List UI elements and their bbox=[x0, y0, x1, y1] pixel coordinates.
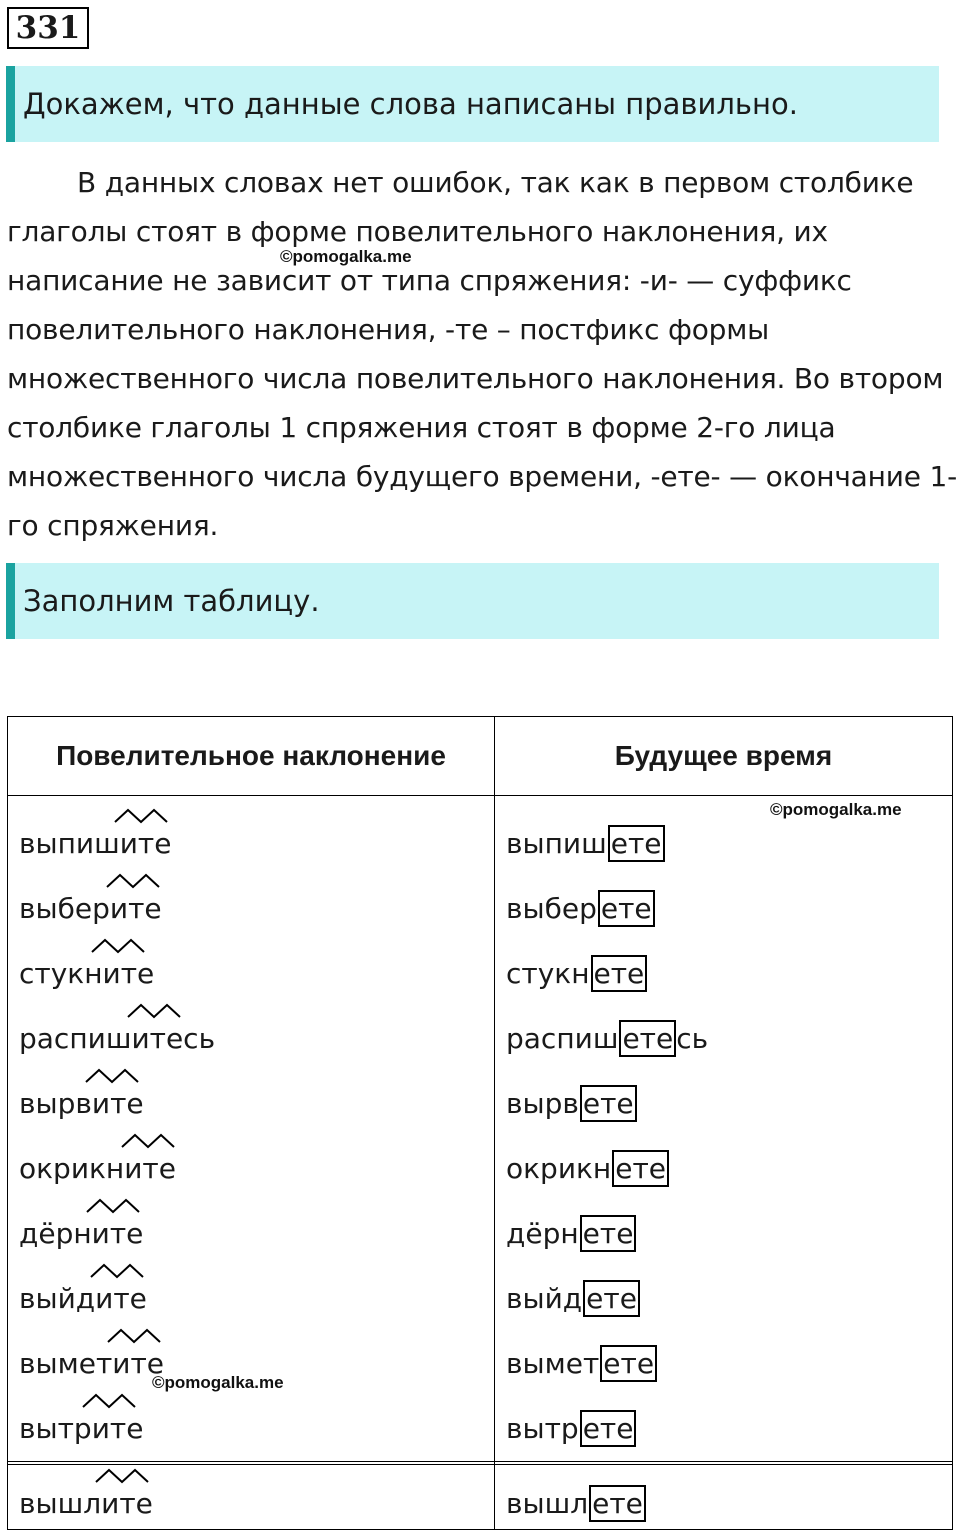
future-word bbox=[495, 869, 952, 934]
imperative-word-text: дёрните bbox=[19, 1217, 144, 1250]
imperative-word-text: выйдите bbox=[19, 1282, 147, 1315]
future-column bbox=[495, 796, 953, 1465]
ending-box: ете bbox=[598, 890, 655, 927]
suffix-arc-icon bbox=[85, 1196, 145, 1214]
suffix-arc-icon bbox=[90, 936, 150, 954]
imperative-word-text: стукните bbox=[19, 957, 155, 990]
imperative-word bbox=[8, 934, 494, 999]
future-word bbox=[495, 999, 952, 1064]
suffix-arc-icon bbox=[106, 1326, 166, 1344]
imperative-word bbox=[8, 1194, 494, 1259]
imperative-word-text: выберите bbox=[19, 892, 162, 925]
imperative-word bbox=[8, 1389, 494, 1454]
imperative-word-text: вышлите bbox=[19, 1487, 153, 1520]
future-word bbox=[495, 1129, 952, 1194]
imperative-word bbox=[8, 1259, 494, 1324]
watermark-3: ©pomogalka.me bbox=[152, 1373, 284, 1392]
future-stem: выпиш bbox=[506, 827, 607, 860]
future-stem: вымет bbox=[506, 1347, 600, 1380]
future-tail: сь bbox=[676, 1022, 709, 1055]
future-stem: вытр bbox=[506, 1412, 579, 1445]
future-stem: дёрн bbox=[506, 1217, 579, 1250]
header-imperative: Повелительное наклонение bbox=[8, 717, 495, 796]
watermark-2: ©pomogalka.me bbox=[770, 800, 902, 819]
future-stem: выбер bbox=[506, 892, 597, 925]
future-word bbox=[495, 804, 952, 869]
future-word bbox=[495, 1194, 952, 1259]
ending-box: ете bbox=[608, 825, 665, 862]
imperative-word-text: выпишите bbox=[19, 827, 172, 860]
suffix-arc-icon bbox=[94, 1466, 154, 1484]
future-stem: выйд bbox=[506, 1282, 583, 1315]
future-stem: распиш bbox=[506, 1022, 619, 1055]
imperative-last bbox=[8, 1462, 495, 1530]
imperative-word-text: вырвите bbox=[19, 1087, 144, 1120]
imperative-word bbox=[8, 1064, 494, 1129]
ending-box: ете bbox=[600, 1345, 657, 1382]
verbs-table bbox=[7, 716, 953, 1465]
future-last bbox=[495, 1462, 953, 1530]
future-stem: окрикн bbox=[506, 1152, 612, 1185]
imperative-word bbox=[8, 804, 494, 869]
future-stem: вышл bbox=[506, 1487, 589, 1520]
future-stem: вырв bbox=[506, 1087, 579, 1120]
future-word bbox=[495, 1259, 952, 1324]
imperative-word bbox=[8, 999, 494, 1064]
suffix-arc-icon bbox=[113, 806, 173, 824]
future-stem: стукн bbox=[506, 957, 590, 990]
imperative-word bbox=[8, 1129, 494, 1194]
banner-prove: Докажем, что данные слова написаны правильно. bbox=[6, 66, 939, 142]
verbs-table-last bbox=[7, 1461, 953, 1530]
future-word bbox=[495, 934, 952, 999]
suffix-arc-icon bbox=[81, 1391, 141, 1409]
ending-box: ете bbox=[591, 955, 648, 992]
imperative-column bbox=[8, 796, 495, 1465]
imperative-word-text: распишитесь bbox=[19, 1022, 216, 1055]
ending-box: ете bbox=[580, 1215, 637, 1252]
ending-box: ете bbox=[580, 1410, 637, 1447]
watermark-1: ©pomogalka.me bbox=[280, 247, 412, 266]
future-word bbox=[495, 1464, 952, 1529]
future-word bbox=[495, 1064, 952, 1129]
suffix-arc-icon bbox=[105, 871, 165, 889]
header-future: Будущее время bbox=[495, 717, 953, 796]
suffix-arc-icon bbox=[84, 1066, 144, 1084]
exercise-number: 331 bbox=[7, 7, 89, 49]
imperative-word-text: выметите bbox=[19, 1347, 165, 1380]
imperative-word-text: вытрите bbox=[19, 1412, 144, 1445]
imperative-word bbox=[8, 1464, 494, 1529]
suffix-arc-icon bbox=[126, 1001, 186, 1019]
ending-box: ете bbox=[580, 1085, 637, 1122]
imperative-word-text: окрикните bbox=[19, 1152, 176, 1185]
suffix-arc-icon bbox=[120, 1131, 180, 1149]
banner-fill-table: Заполним таблицу. bbox=[6, 563, 939, 639]
ending-box: ете bbox=[589, 1485, 646, 1522]
ending-box: ете bbox=[612, 1150, 669, 1187]
explanation-paragraph: В данных словах нет ошибок, так как в первом столбике глаголы стоят в форме повелительного наклонения, их написание не зависит от типа спряжения: -и- — суффикс повелительного наклонения, -те – постфикс формы множественного числа повелительного наклонения. Во втором столбике глаголы 1 спряжения стоят в форме 2-го лица множественного числа будущего времени, -ете- — окончание 1-го спряжения. bbox=[7, 166, 957, 542]
future-word bbox=[495, 1389, 952, 1454]
ending-box: ете bbox=[583, 1280, 640, 1317]
imperative-word bbox=[8, 869, 494, 934]
future-word bbox=[495, 1324, 952, 1389]
ending-box: ете bbox=[619, 1020, 676, 1057]
suffix-arc-icon bbox=[89, 1261, 149, 1279]
